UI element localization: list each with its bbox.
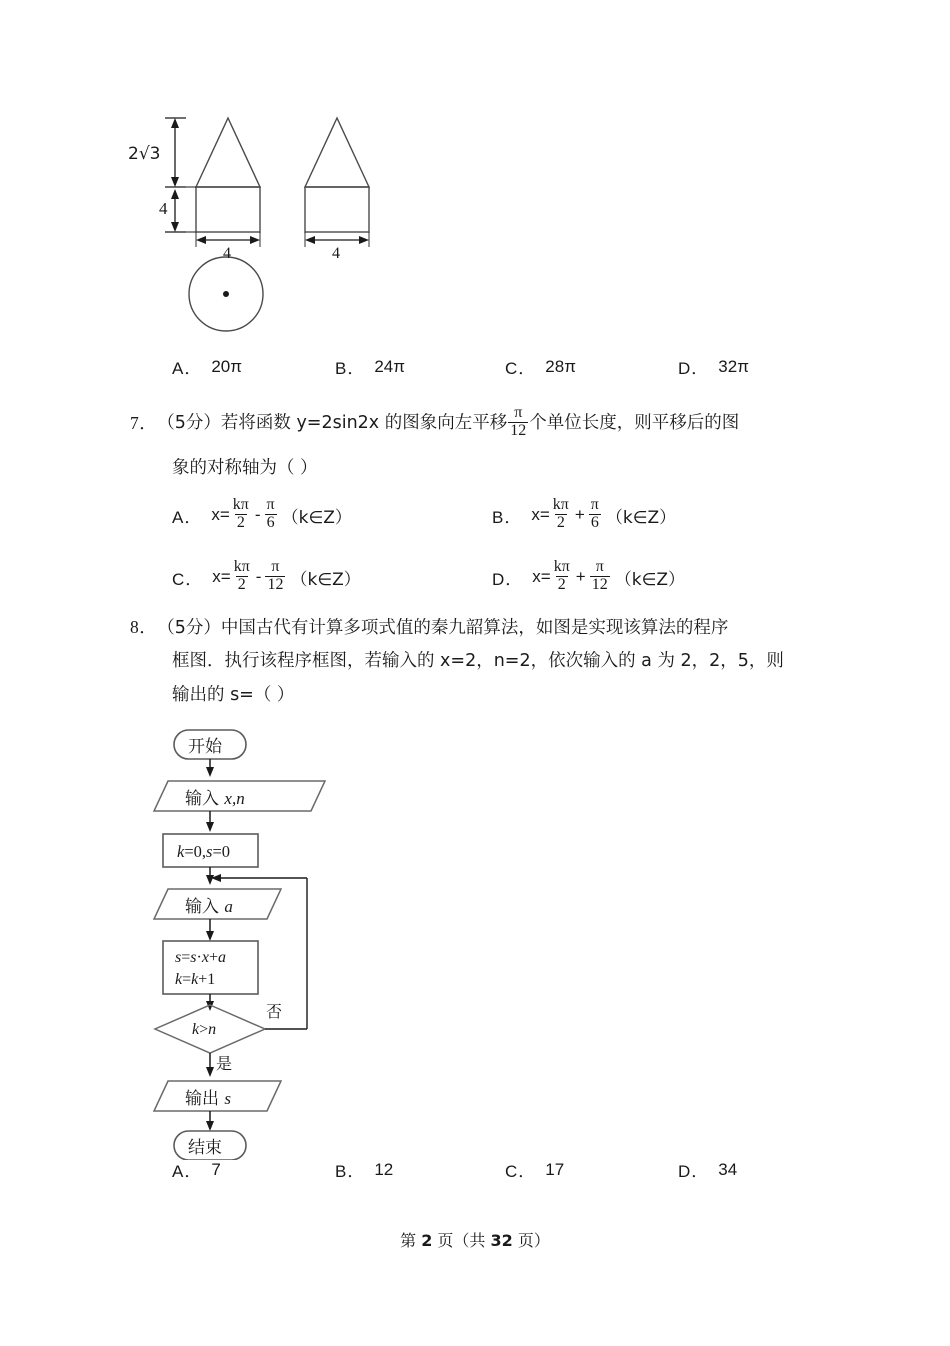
q8-stem-line3: 输出的 s=（ ）: [172, 685, 295, 705]
footer-middle: 页（共: [437, 1231, 486, 1250]
q6-choice-c[interactable]: C． 28π: [505, 356, 576, 378]
q8-choices: [172, 1157, 737, 1182]
q8-text-1: 中国古代有计算多项式值的秦九韶算法，如图是实现该算法的程序: [220, 618, 729, 638]
page-footer: [0, 1228, 950, 1251]
q6-choice-d[interactable]: D． 32π: [678, 356, 749, 378]
label-width-right: 4: [332, 245, 340, 262]
q7c-frac1: $\frac{k\pi}{2}$: [233, 558, 250, 593]
q7d-frac2: $\frac{\pi}{12}$: [591, 558, 608, 593]
footer-prefix: 第: [400, 1231, 417, 1250]
flow-label-no: 否: [266, 1002, 283, 1021]
q7-score: （5分）: [157, 413, 221, 434]
q7-choice-b[interactable]: B． x= $\frac{k\pi}{2}$ + $\frac{\pi}{6}$ （k∈Z）: [492, 496, 677, 531]
q7-choice-d[interactable]: D． x= $\frac{k\pi}{2}$ + $\frac{\pi}{12}$ （k∈Z）: [492, 558, 686, 593]
q8-choice-a[interactable]: A． 7: [172, 1159, 221, 1181]
q7b-frac1: $\frac{k\pi}{2}$: [552, 496, 569, 531]
q7b-frac2: $\frac{\pi}{6}$: [590, 496, 599, 531]
q6-choice-b[interactable]: B． 24π: [335, 356, 405, 378]
flow-label-decision: k>n: [192, 1021, 217, 1038]
label-body-height: 4: [159, 199, 168, 218]
label-slant-height: 2√3: [128, 144, 161, 164]
q7d-frac1: $\frac{k\pi}{2}$: [553, 558, 570, 593]
flow-label-process-line1: s=s·x+a: [175, 949, 226, 966]
q7-text-b: 个单位长度，则平移后的图: [529, 413, 740, 434]
q8-choice-b[interactable]: B． 12: [335, 1159, 394, 1181]
q8-score: （5分）: [157, 618, 221, 638]
q8-stem-line2: 框图．执行该程序框图，若输入的 x=2，n=2，依次输入的 a 为 2，2，5，则: [172, 651, 784, 671]
flow-label-input-xn: 输入 x,n: [185, 789, 245, 809]
q7a-frac2: $\frac{\pi}{6}$: [266, 496, 275, 531]
q6-choice-a[interactable]: A． 20π: [172, 356, 242, 378]
flow-label-start: 开始: [188, 737, 222, 757]
q7-choice-a[interactable]: A． x= $\frac{k\pi}{2}$ - $\frac{\pi}{6}$ （k∈Z）: [172, 496, 352, 531]
q7-text-a: 若将函数 y=2sin2x 的图象向左平移: [220, 413, 508, 434]
q7-choice-c[interactable]: C． x= $\frac{k\pi}{2}$ - $\frac{\pi}{12}$ （k∈Z）: [172, 558, 361, 593]
flow-label-yes: 是: [216, 1054, 233, 1073]
flow-label-input-a: 输入 a: [185, 897, 233, 917]
flow-label-init: k=0,s=0: [177, 842, 230, 861]
q7-number: 7．: [130, 413, 158, 434]
footer-suffix: 页）: [517, 1231, 550, 1250]
q7-stem-line2: 象的对称轴为（ ）: [172, 458, 318, 478]
q8-number: 8．: [130, 617, 158, 637]
q7-shift-fraction: $\frac{\pi}{12}$: [510, 404, 527, 439]
label-width-left: 4: [223, 245, 231, 262]
flow-label-process-line2: k=k+1: [175, 971, 216, 988]
q8-choice-d[interactable]: D． 34: [678, 1159, 738, 1181]
q7a-frac1: $\frac{k\pi}{2}$: [232, 496, 249, 531]
footer-total-pages: 32: [490, 1231, 513, 1250]
flow-label-end: 结束: [188, 1138, 222, 1158]
footer-page-number: 2: [421, 1231, 433, 1250]
flow-label-output: 输出 s: [185, 1089, 232, 1109]
q8-choice-c[interactable]: C． 17: [505, 1159, 565, 1181]
q7c-frac2: $\frac{\pi}{12}$: [267, 558, 284, 593]
